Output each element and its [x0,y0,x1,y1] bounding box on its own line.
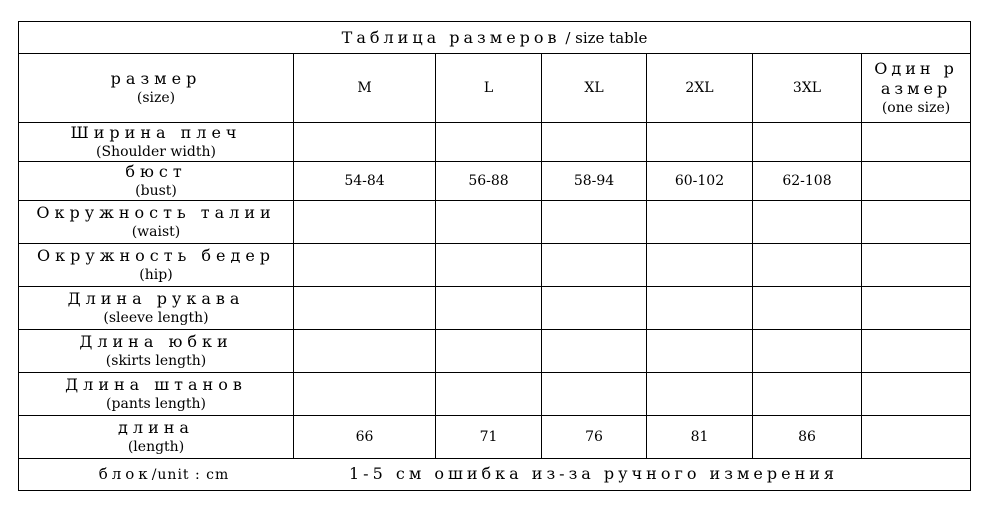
size-chart [18,21,970,491]
measurement-label-en: (hip) [139,267,173,283]
measurement-label-cell [19,416,294,459]
value-cell-xl [542,123,647,162]
measurement-label-ru: длина [118,418,194,437]
footer-cell [19,459,971,491]
measurement-label-ru: Окружность талии [36,203,276,222]
value-cell-2xl [647,373,753,416]
value-cell-one-size [862,244,971,287]
table-row [19,201,971,244]
value-cell-m [294,123,436,162]
measurement-label-en: (length) [127,439,185,455]
one-size-en: (one size) [881,100,951,116]
unit-label [19,464,309,485]
measurement-label-en: (pants length) [106,396,206,412]
measurement-label-ru: Ширина плеч [70,123,242,142]
value-cell-xl: 58-94 [542,162,647,201]
measurement-label-ru: Длина штанов [65,375,247,394]
value-cell-xl [542,244,647,287]
size-m: M [294,54,436,123]
value-cell-3xl [753,201,862,244]
measurement-label-en: (sleeve length) [103,310,209,326]
title-row [19,22,971,54]
value-cell-3xl: 62-108 [753,162,862,201]
one-size-ru-2: азмер [880,79,952,98]
value-cell-xl [542,201,647,244]
value-cell-2xl: 81 [647,416,753,459]
measurement-label-ru: Длина юбки [79,332,233,351]
value-cell-2xl [647,201,753,244]
value-cell-l [436,287,542,330]
measurement-label-cell [19,123,294,162]
value-cell-one-size [862,123,971,162]
table-title [19,22,971,54]
value-cell-3xl [753,287,862,330]
measurement-label-en: (Shoulder width) [96,144,216,160]
one-size-ru-1: Один р [874,59,958,78]
measurement-label-cell [19,330,294,373]
measurement-label-cell [19,244,294,287]
value-cell-xl [542,373,647,416]
size-xl: XL [542,54,647,123]
table-row [19,330,971,373]
measurement-label-cell [19,162,294,201]
value-cell-l [436,373,542,416]
size-2xl: 2XL [647,54,753,123]
unit-en: /unit : cm [151,467,230,483]
size-one-size [862,54,971,123]
size-3xl: 3XL [753,54,862,123]
value-cell-2xl [647,287,753,330]
measurement-label-ru: Окружность бедер [36,246,276,265]
value-cell-3xl [753,244,862,287]
value-cell-3xl [753,373,862,416]
value-cell-2xl [647,123,753,162]
value-cell-2xl [647,330,753,373]
measurement-label-cell [19,201,294,244]
value-cell-l [436,330,542,373]
value-cell-2xl: 60-102 [647,162,753,201]
value-cell-xl [542,330,647,373]
title-ru: Таблица размеров [341,27,561,47]
value-cell-m: 66 [294,416,436,459]
title-separator: / [560,28,576,47]
table-row [19,287,971,330]
value-cell-2xl [647,244,753,287]
value-cell-m [294,330,436,373]
value-cell-m [294,373,436,416]
unit-ru: блок [98,465,152,483]
measurement-label-ru: бюст [125,162,187,181]
measurement-label-cell [19,287,294,330]
table-row [19,123,971,162]
measurement-label-ru: Длина рукава [67,289,245,308]
value-cell-one-size [862,287,971,330]
value-cell-one-size [862,373,971,416]
value-cell-m [294,201,436,244]
value-cell-one-size [862,162,971,201]
measurement-label-en: (skirts length) [105,353,207,369]
value-cell-l: 56-88 [436,162,542,201]
value-cell-xl [542,287,647,330]
measurement-label-en: (waist) [131,224,181,240]
measurement-note: 1-5 см ошибка из-за ручного измерения [349,464,838,483]
value-cell-l [436,244,542,287]
size-label-en: (size) [136,90,176,106]
value-cell-l [436,201,542,244]
value-cell-3xl [753,123,862,162]
value-cell-one-size [862,416,971,459]
table-row [19,416,971,459]
size-label-ru: размер [110,69,202,88]
size-label-cell [19,54,294,123]
table-row [19,244,971,287]
value-cell-m [294,244,436,287]
value-cell-xl: 76 [542,416,647,459]
size-header-row [19,54,971,123]
value-cell-3xl [753,330,862,373]
table-row [19,162,971,201]
value-cell-3xl: 86 [753,416,862,459]
value-cell-l: 71 [436,416,542,459]
value-cell-m: 54-84 [294,162,436,201]
table-row [19,373,971,416]
value-cell-one-size [862,330,971,373]
footer-row [19,459,971,491]
value-cell-l [436,123,542,162]
size-table [18,21,971,491]
measurement-label-en: (bust) [135,183,177,199]
size-l: L [436,54,542,123]
measurement-label-cell [19,373,294,416]
value-cell-one-size [862,201,971,244]
value-cell-m [294,287,436,330]
title-en: size table [575,28,648,47]
